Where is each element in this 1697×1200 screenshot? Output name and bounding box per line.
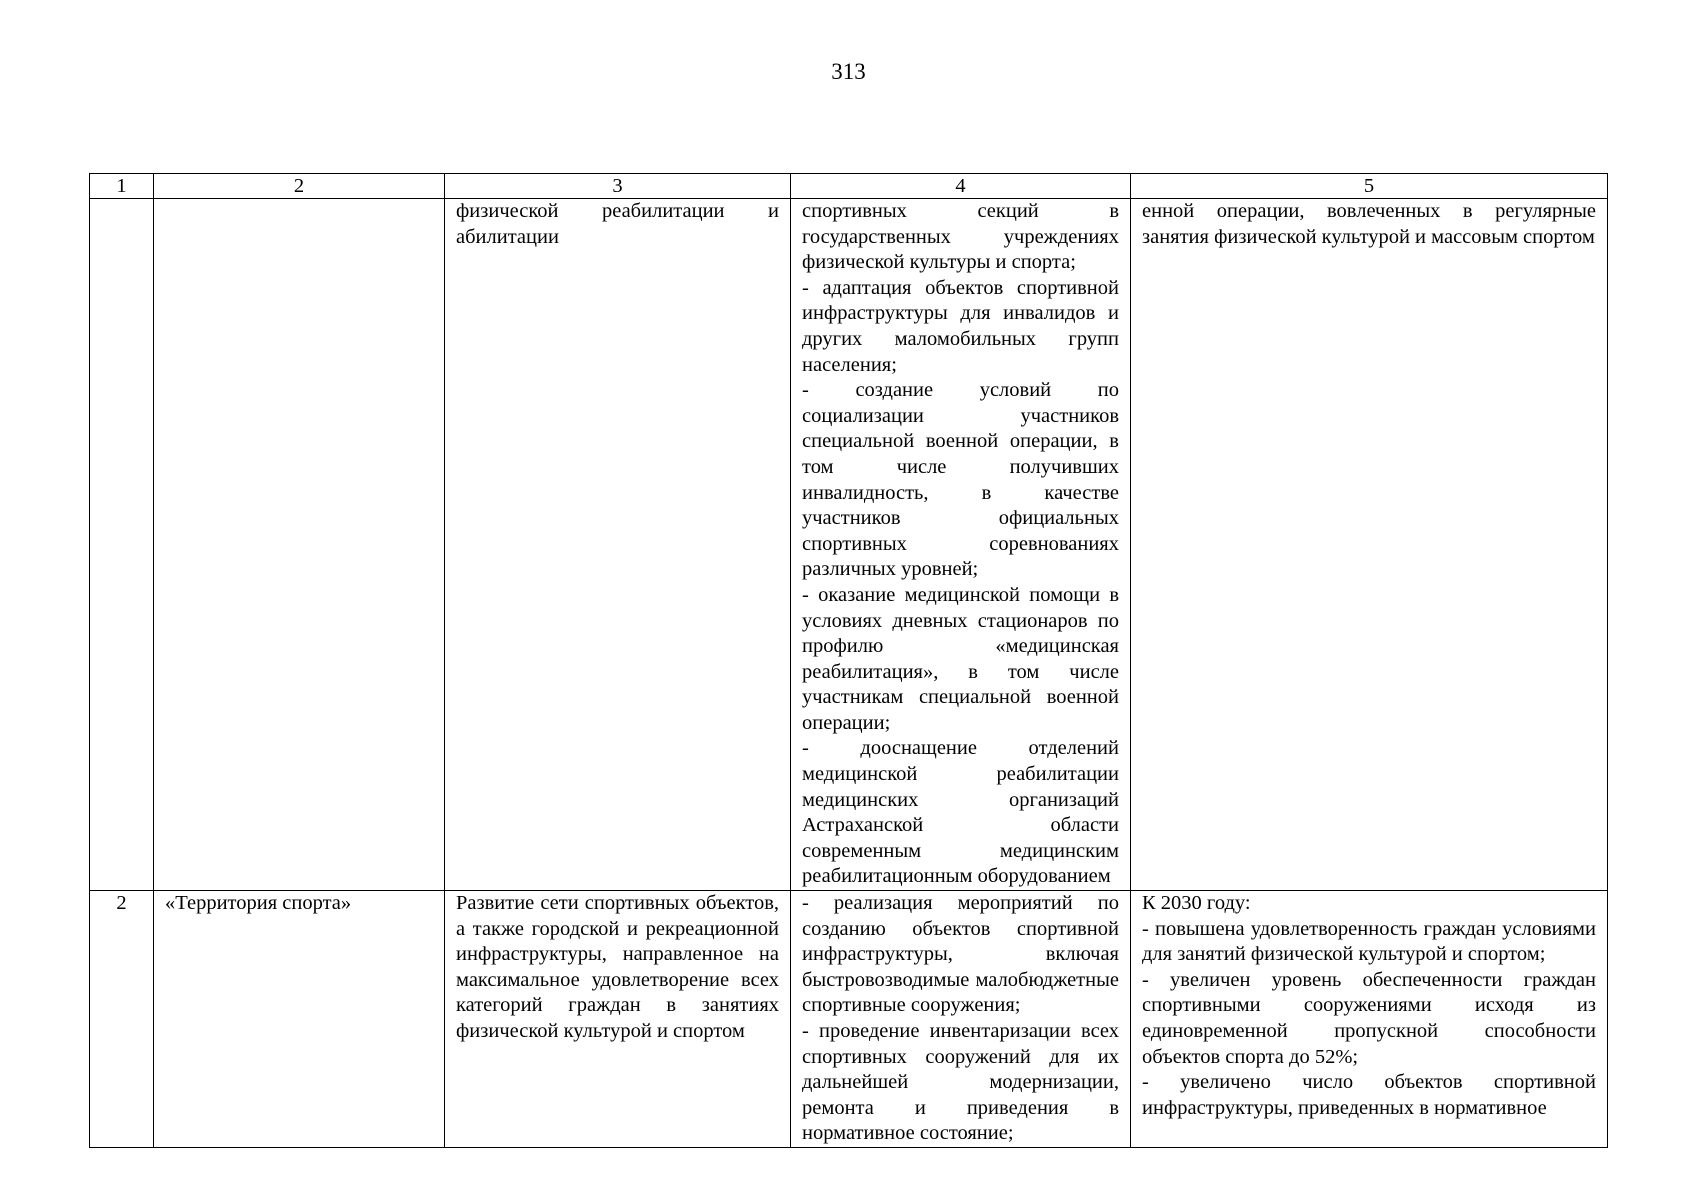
project-name-cell: «Территория спорта» — [154, 891, 445, 1148]
row-number-cell — [90, 199, 154, 891]
table-row — [90, 199, 1608, 891]
results-cell — [1131, 199, 1608, 891]
page-number: 313 — [831, 59, 866, 84]
measures-cell — [791, 199, 1131, 891]
header-row — [90, 174, 1608, 199]
row-number-cell: 2 — [90, 891, 154, 1148]
header-cell-1: 1 — [90, 174, 154, 199]
header-cell-3: 3 — [445, 174, 791, 199]
result-item: - повышена удовлетворенность граждан условиями для занятий физической культурой и спортом; — [1142, 917, 1596, 966]
measure-item: - адаптация объектов спортивной инфраструктуры для инвалидов и других маломобильных групп населения; — [802, 276, 1119, 376]
project-name-cell — [154, 199, 445, 891]
measure-item: - реализация мероприятий по созданию объектов спортивной инфраструктуры, включая быстровозводимые малобюджетные спортивные сооружения; — [802, 892, 1119, 1017]
table-row — [90, 891, 1608, 1148]
result-item: - увеличено число объектов спортивной инфраструктуры, приведенных в нормативное — [1142, 1071, 1596, 1119]
header-cell-2: 2 — [154, 174, 445, 199]
description-cell: Развитие сети спортивных объектов, а также городской и рекреационной инфраструктуры, направленное на максимальное удовлетворение всех категорий граждан в занятиях физической культурой и спортом — [445, 891, 791, 1148]
measures-cell — [791, 891, 1131, 1148]
program-table — [89, 173, 1608, 1148]
result-item: енной операции, вовлеченных в регулярные занятия физической культурой и массовым спортом — [1142, 200, 1596, 248]
measure-item: - создание условий по социализации участников специальной военной операции, в том числе получивших инвалидность, в качестве участников официальных спортивных соревнованиях различных уровней; — [802, 379, 1119, 581]
description-cell: физической реабилитации и абилитации — [445, 199, 791, 891]
measure-item: - проведение инвентаризации всех спортивных сооружений для их дальнейшей модернизации, ремонта и приведения в нормативное состояние; — [802, 1020, 1119, 1145]
result-item: - увеличен уровень обеспеченности граждан спортивными сооружениями исходя из единовременной пропускной способности объектов спорта до 52%; — [1142, 968, 1596, 1068]
measure-item: - дооснащение отделений медицинской реабилитации медицинских организаций Астраханской области современным медицинским реабилитационным оборудованием — [802, 737, 1119, 888]
results-cell — [1131, 891, 1608, 1148]
header-cell-5: 5 — [1131, 174, 1608, 199]
header-cell-4: 4 — [791, 174, 1131, 199]
measure-item: спортивных секций в государственных учреждениях физической культуры и спорта; — [802, 200, 1119, 274]
result-item: К 2030 году: — [1142, 892, 1251, 915]
measure-item: - оказание медицинской помощи в условиях дневных стационаров по профилю «медицинская реабилитация», в том числе участникам специальной военной операции; — [802, 583, 1119, 734]
